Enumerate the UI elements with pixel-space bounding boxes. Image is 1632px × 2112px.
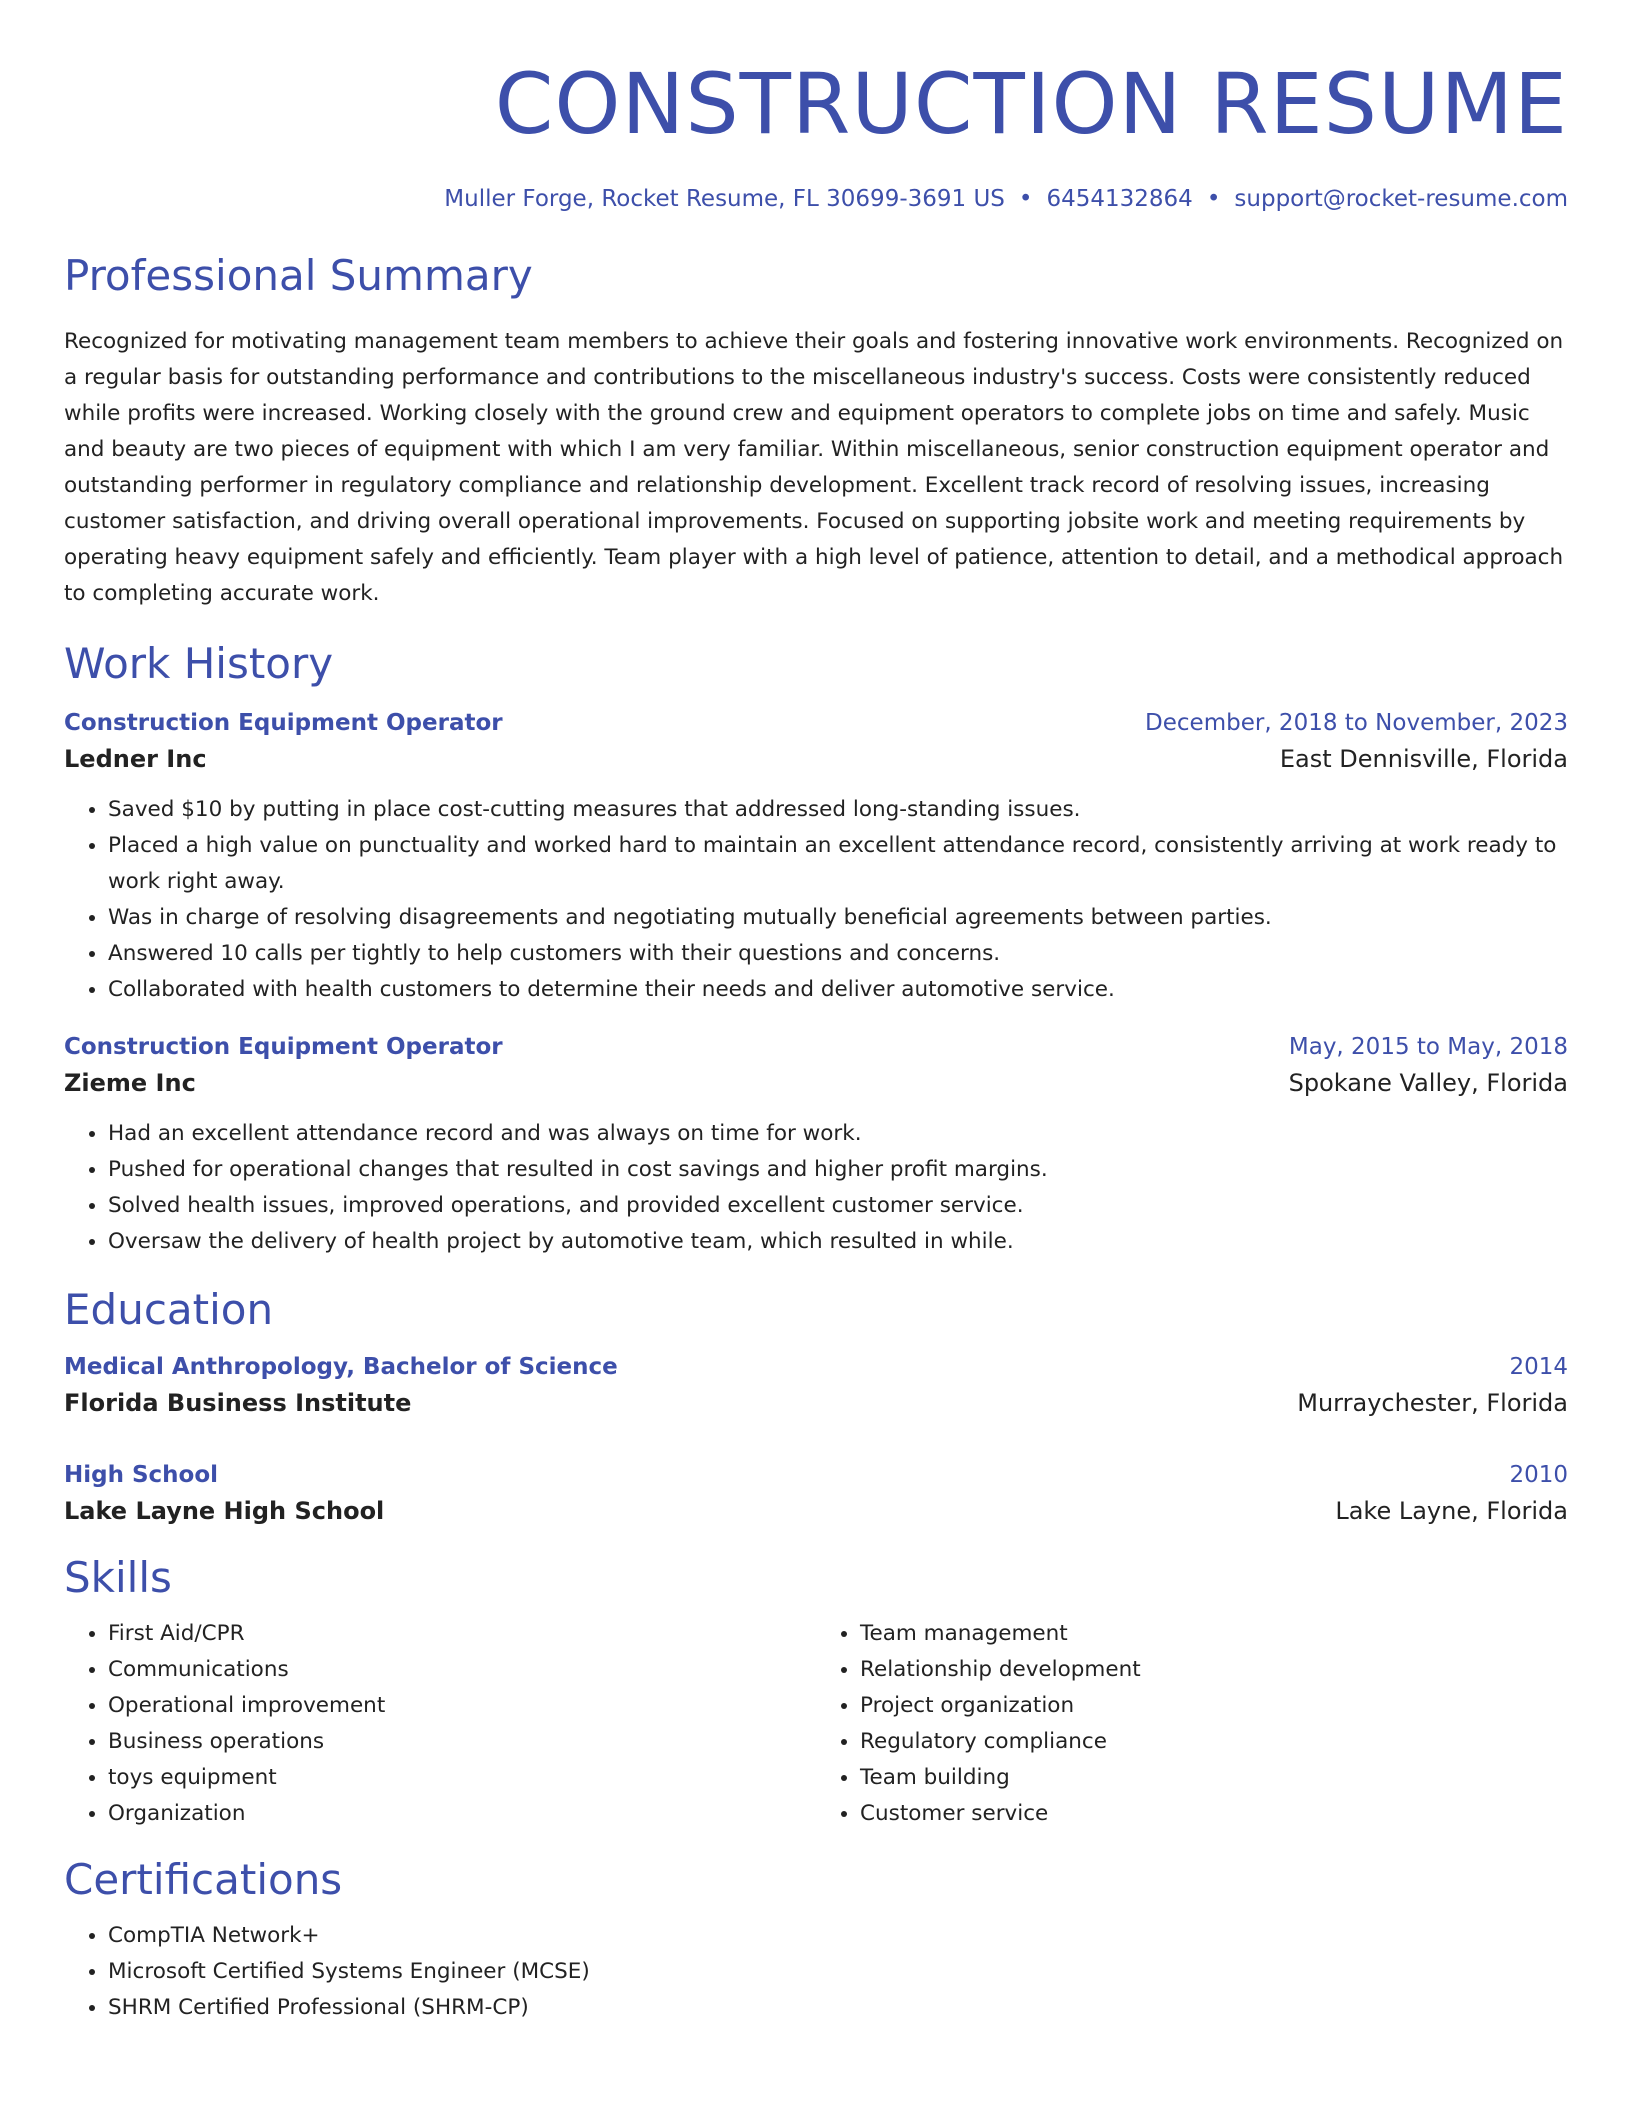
resume-header xyxy=(64,0,1568,214)
job-bullets xyxy=(64,792,1568,1008)
education-school-row xyxy=(64,1384,1568,1422)
job-bullet: • Solved health issues, improved operations, and provided excellent customer service. xyxy=(108,1188,1568,1224)
skills-columns xyxy=(64,1616,1568,1832)
job-bullet: • Was in charge of resolving disagreements and negotiating mutually beneficial agreements between parties. xyxy=(108,900,1568,936)
skill-item: • Regulatory compliance xyxy=(860,1724,1568,1760)
job-bullet: • Had an excellent attendance record and was always on time for work. xyxy=(108,1116,1568,1152)
contact-email[interactable]: support@rocket-resume.com xyxy=(1234,186,1568,212)
skill-item: • Operational improvement xyxy=(108,1688,816,1724)
job-bullet: • Pushed for operational changes that resulted in cost savings and higher profit margins. xyxy=(108,1152,1568,1188)
work-history-section xyxy=(64,638,1568,1260)
skills-list-right xyxy=(816,1616,1568,1832)
job-bullet: • Oversaw the delivery of health project by automotive team, which resulted in while. xyxy=(108,1224,1568,1260)
job-bullets xyxy=(64,1116,1568,1260)
skill-item: • Team management xyxy=(860,1616,1568,1652)
education-degree: Medical Anthropology, Bachelor of Science xyxy=(64,1354,618,1380)
contact-separator: • xyxy=(1018,186,1033,212)
education-degree-row xyxy=(64,1350,1568,1384)
education-school: Florida Business Institute xyxy=(64,1389,412,1417)
job-bullet: • Answered 10 calls per tightly to help customers with their questions and concerns. xyxy=(108,936,1568,972)
contact-separator: • xyxy=(1206,186,1221,212)
summary-heading: Professional Summary xyxy=(64,251,533,300)
job-company-row xyxy=(64,1064,1568,1102)
education-school: Lake Layne High School xyxy=(64,1497,385,1525)
job-company-row xyxy=(64,740,1568,778)
job-dates: May, 2015 to May, 2018 xyxy=(1288,1034,1568,1060)
contact-phone: 6454132864 xyxy=(1046,186,1193,212)
job-title-row xyxy=(64,706,1568,740)
skills-section xyxy=(64,1552,1568,1832)
skill-item: • Project organization xyxy=(860,1688,1568,1724)
job-company: Ledner Inc xyxy=(64,745,207,773)
skill-item: • Organization xyxy=(108,1796,816,1832)
certifications-heading: Certifications xyxy=(64,1855,343,1904)
certification-item: • Microsoft Certified Systems Engineer (MCSE) xyxy=(108,1954,1568,1990)
education-entry xyxy=(64,1350,1568,1422)
job-entry xyxy=(64,706,1568,1008)
job-bullet: • Saved $10 by putting in place cost-cutting measures that addressed long-standing issues. xyxy=(108,792,1568,828)
contact-address: Muller Forge, Rocket Resume, FL 30699-3691 US xyxy=(444,186,1005,212)
certification-item: • CompTIA Network+ xyxy=(108,1918,1568,1954)
education-location: Lake Layne, Florida xyxy=(1335,1497,1568,1525)
certification-item: • SHRM Certified Professional (SHRM-CP) xyxy=(108,1990,1568,2026)
skill-item: • Team building xyxy=(860,1760,1568,1796)
job-company: Zieme Inc xyxy=(64,1069,196,1097)
job-bullet: • Collaborated with health customers to determine their needs and deliver automotive service. xyxy=(108,972,1568,1008)
education-degree: High School xyxy=(64,1462,219,1488)
skills-heading: Skills xyxy=(64,1553,172,1602)
education-location: Murraychester, Florida xyxy=(1297,1389,1568,1417)
summary-section xyxy=(64,250,1568,612)
education-year: 2014 xyxy=(1509,1354,1568,1380)
education-section xyxy=(64,1284,1568,1530)
job-entry xyxy=(64,1030,1568,1260)
skill-item: • toys equipment xyxy=(108,1760,816,1796)
certifications-list xyxy=(64,1918,1568,2026)
education-school-row xyxy=(64,1492,1568,1530)
job-title-row xyxy=(64,1030,1568,1064)
job-title: Construction Equipment Operator xyxy=(64,1034,503,1060)
skill-item: • Communications xyxy=(108,1652,816,1688)
education-year: 2010 xyxy=(1509,1462,1568,1488)
job-location: East Dennisville, Florida xyxy=(1279,745,1568,773)
job-dates: December, 2018 to November, 2023 xyxy=(1145,710,1568,736)
job-bullet: • Placed a high value on punctuality and worked hard to maintain an excellent attendance record, consistently arriving at work ready to work right away. xyxy=(108,828,1568,900)
certifications-section xyxy=(64,1854,1568,2026)
work-history-heading: Work History xyxy=(64,639,334,688)
job-title: Construction Equipment Operator xyxy=(64,710,503,736)
contact-line xyxy=(64,184,1568,214)
job-location: Spokane Valley, Florida xyxy=(1288,1069,1568,1097)
summary-text: Recognized for motivating management team members to achieve their goals and fostering innovative work environments. Recognized on a regular basis for outstanding performance and contributions to the miscellaneous industry's success. Costs were consistently reduced while profits were increased. Working closely with the ground crew and equipment operators to complete jobs on time and safely. Music and beauty are two pieces of equipment with which I am very familiar. Within miscellaneous, senior construction equipment operator and outstanding performer in regulatory compliance and relationship development. Excellent track record of resolving issues, increasing customer satisfaction, and driving overall operational improvements. Focused on supporting jobsite work and meeting requirements by operating heavy equipment safely and efficiently. Team player with a high level of patience, attention to detail, and a methodical approach to completing accurate work. xyxy=(64,329,1564,606)
skill-item: • Customer service xyxy=(860,1796,1568,1832)
skills-list-left xyxy=(64,1616,816,1832)
education-heading: Education xyxy=(64,1285,274,1334)
skill-item: • Business operations xyxy=(108,1724,816,1760)
education-entry xyxy=(64,1458,1568,1530)
education-degree-row xyxy=(64,1458,1568,1492)
resume-title: CONSTRUCTION RESUME xyxy=(494,55,1568,153)
skill-item: • Relationship development xyxy=(860,1652,1568,1688)
skill-item: • First Aid/CPR xyxy=(108,1616,816,1652)
